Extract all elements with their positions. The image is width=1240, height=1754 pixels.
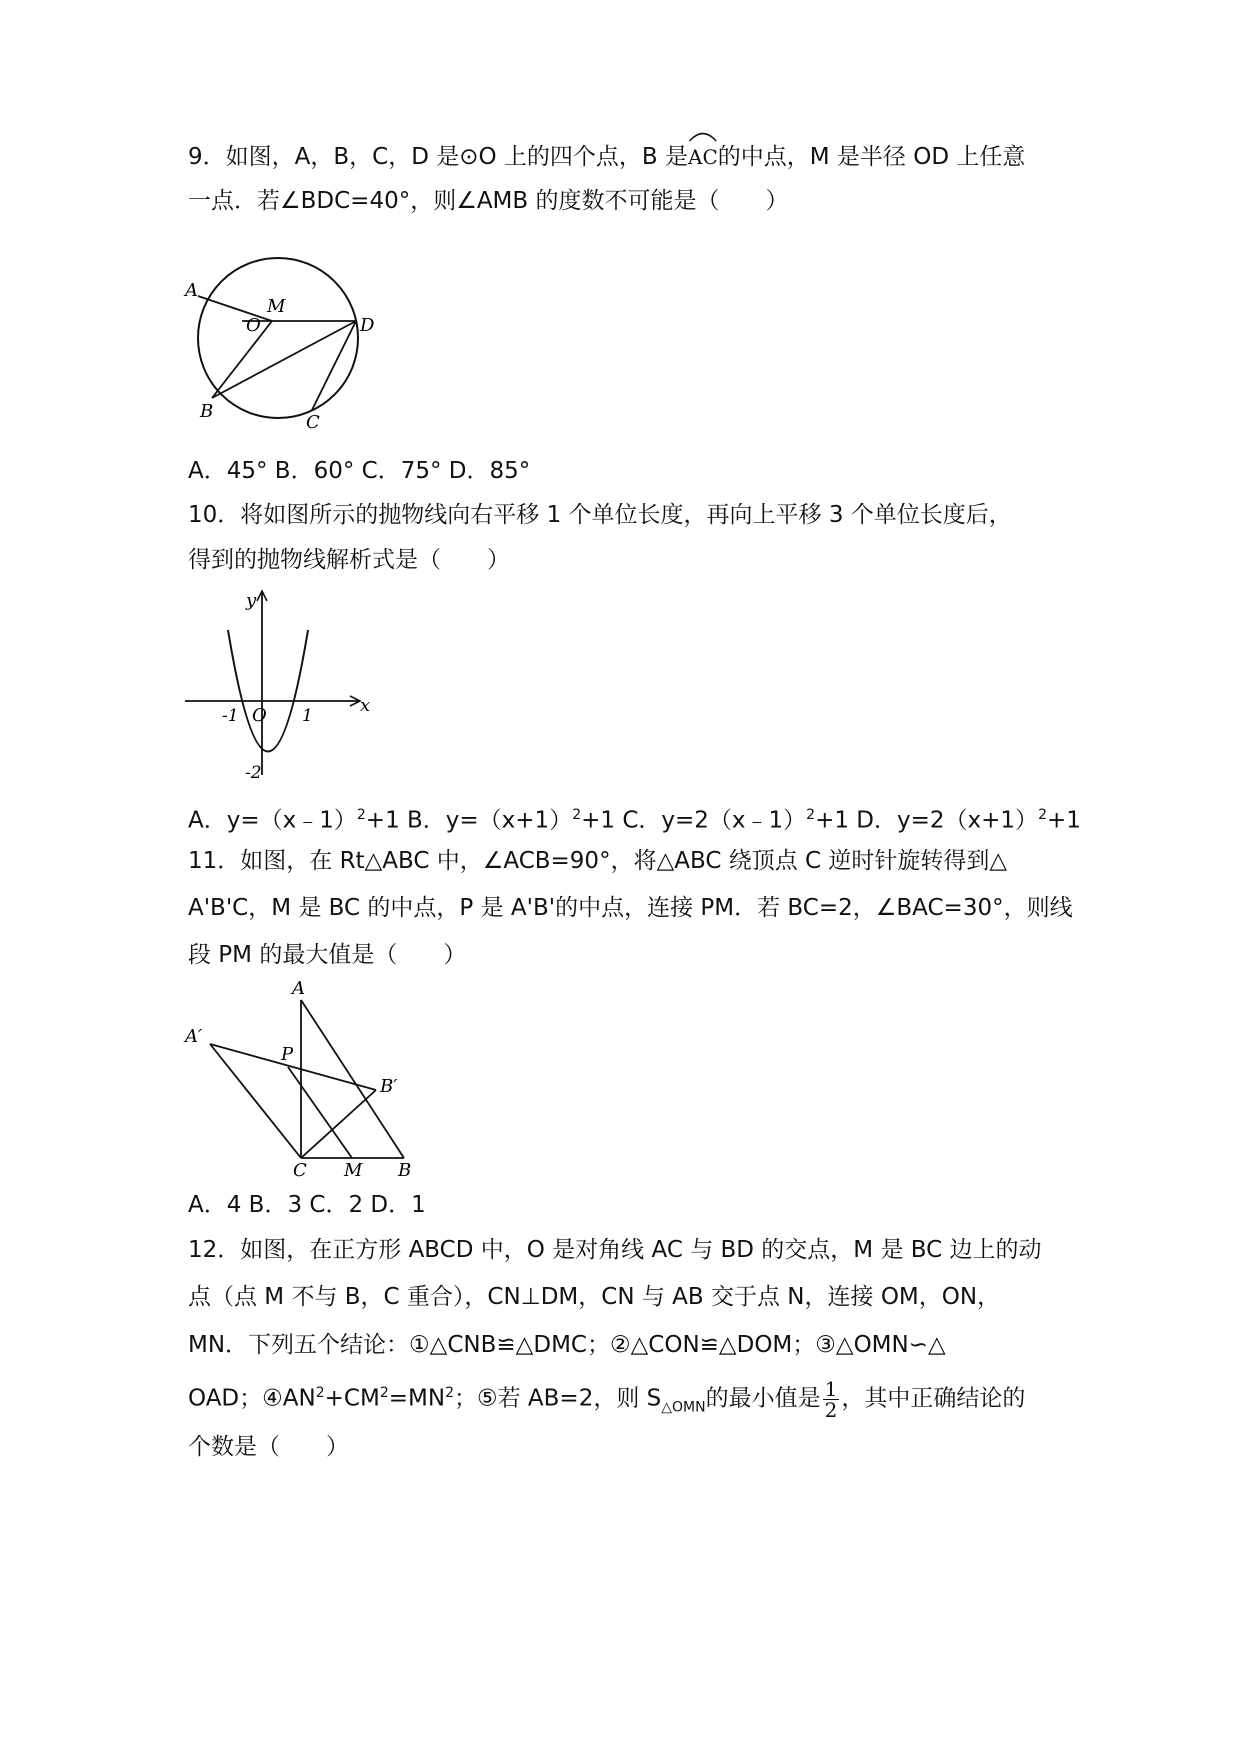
parabola-curve (228, 630, 308, 752)
q10-line2: 得到的抛物线解析式是（ ） (188, 547, 510, 573)
q9-line2: 一点．若∠BDC=40°，则∠AMB 的度数不可能是（ ） (188, 188, 789, 214)
label-y: y (246, 590, 257, 611)
label-b: B (200, 401, 214, 422)
label-b: B (398, 1160, 412, 1180)
q10-line1: 10．将如图所示的抛物线向右平移 1 个单位长度，再向上平移 3 个单位长度后， (188, 502, 1012, 528)
label-a: A (185, 280, 198, 301)
label-b-prime: B′ (380, 1076, 398, 1097)
segment-am (198, 296, 272, 321)
label-d: D (360, 315, 375, 336)
label-origin: O (252, 705, 267, 726)
q9-text-b: 的中点，M 是半径 OD 上任意 (717, 144, 1026, 170)
q12-line4: OAD；$④AN^2+CM^2=MN^2$；⑤若 AB=2，则 $S_{\triangle OMN}$的最小值是 $\frac{1}{2}$ ，其中正确结论的 (188, 1376, 1026, 1422)
q11-line2: A'B'C，M 是 BC 的中点，P 是 A'B'的中点，连接 PM．若 BC=2，∠BAC=30°，则线 (188, 895, 1073, 921)
q9-text-a: 9．如图，A，B，C，D 是⊙O 上的四个点，B 是 (188, 144, 689, 170)
q9-options: A．45° B．60° C．75° D．85° (188, 458, 531, 484)
q12-line5: 个数是（ ） (188, 1434, 349, 1460)
segment-bd (212, 321, 356, 398)
label-c: C (306, 412, 320, 433)
q11-line3: 段 PM 的最大值是（ ） (188, 942, 467, 968)
q12-line2: 点（点 M 不与 B，C 重合），CN⊥DM，CN 与 AB 交于点 N，连接 OM，ON， (188, 1284, 1001, 1310)
segment-dc (312, 321, 356, 410)
q11-options: A．4 B．3 C．2 D．1 (188, 1192, 426, 1218)
label-a: A (292, 980, 305, 999)
q12-line3: MN．下列五个结论：①△CNB≌△DMC；②△CON≌△DOM；③△OMN∽△ (188, 1332, 946, 1358)
segment-bm (212, 321, 272, 398)
q9-figure (180, 250, 380, 440)
q10-figure (180, 585, 380, 785)
label-neg1: -1 (222, 706, 239, 726)
label-x: x (360, 695, 371, 716)
label-o: O (246, 315, 261, 336)
q11-figure (180, 980, 420, 1180)
label-1: 1 (302, 706, 313, 726)
label-m: M (344, 1160, 363, 1180)
q10-options: A．y=（x﹣1）$^2$+1 B．$y=(x+1)^2+1$ C．y=2（x﹣1）$^2$+1 D．$y=2(x+1)^2+1$ (188, 807, 1081, 834)
q11-line1: 11．如图，在 Rt△ABC 中，∠ACB=90°，将△ABC 绕顶点 C 逆时针旋转得到△ (188, 848, 1008, 874)
arc-ac: AC (688, 142, 718, 172)
q12-line1: 12．如图，在正方形 ABCD 中，O 是对角线 AC 与 BD 的交点，M 是 BC 边上的动 (188, 1237, 1042, 1263)
fraction-one-half: $\frac{1}{2}$ (824, 1376, 838, 1422)
label-m: M (267, 296, 286, 317)
label-p: P (281, 1044, 294, 1065)
label-c: C (293, 1160, 307, 1180)
arc-icon (688, 130, 718, 142)
q9-line1 (188, 142, 1025, 172)
label-neg2: -2 (245, 763, 262, 783)
label-a-prime: A′ (185, 1026, 203, 1047)
circle-o (198, 258, 358, 418)
